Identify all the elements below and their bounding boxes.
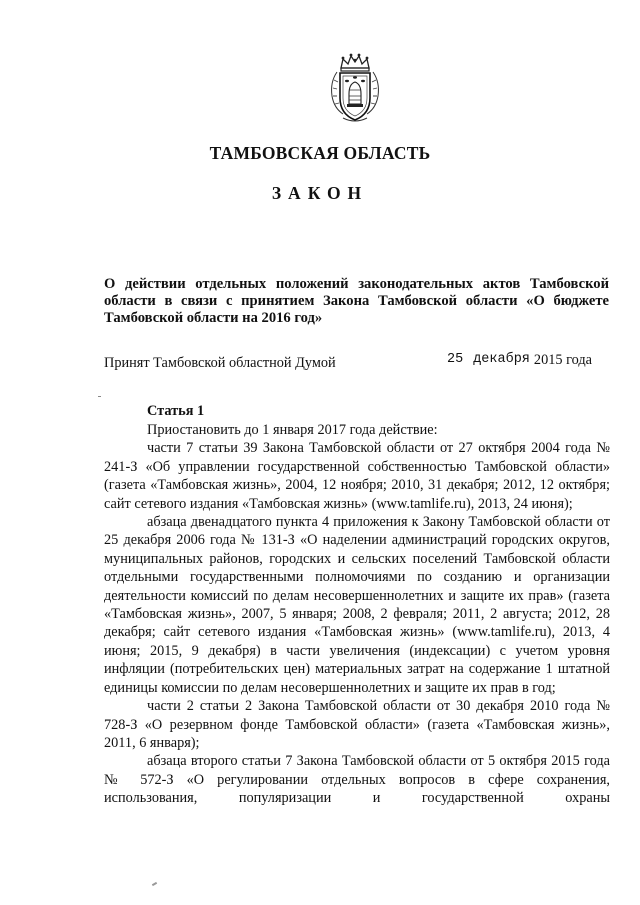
adoption-month: декабря [473,352,530,367]
scan-speck [98,396,101,397]
adoption-year: 2015 года [533,352,592,368]
article-paragraph: абзаца второго статьи 7 Закона Тамбовской области от 5 октября 2015 года № 572-З «О регулировании отдельных вопросов в сфере сохранения, использования, популяризации и государственной охраны [104,753,610,807]
document-type: ЗАКОН [271,183,369,203]
article-paragraph: части 2 статьи 2 Закона Тамбовской области от 30 декабря 2010 года № 728-З «О резервном фонде Тамбовской области» (газета «Тамбовская жизнь», 2011, 6 января); [104,698,610,751]
tambov-coat-of-arms-icon [327,52,383,126]
article-paragraph: абзаца двенадцатого пункта 4 приложения к Закону Тамбовской области от 25 декабря 2006 года № 131-З «О наделении администраций городских округов, муниципальных районов, городских и сельских поселений Тамбовской области отдельными государственными полномочиями по созданию и организации деятельности комиссий по делам несовершеннолетних и защите их прав» (газета «Тамбовская жизнь», 2007, 5 января; 2008, 2 февраля; 2011, 2 августа; 2012, 28 декабря; сайт сетевого издания «Тамбовская жизнь» (www.tamlife.ru), 2013, 4 июня; 2015, 9 декабря) в части увеличения (индексации) с учетом уровня инфляции (потребительских цен) материальных затрат на содержание 1 штатной единицы комиссии по делам несовершеннолетних и защите их прав в год; [104,514,610,696]
article-paragraph: части 7 статьи 39 Закона Тамбовской области от 27 октября 2004 года № 241-З «Об управлении государственной собственностью Тамбовской области» (газета «Тамбовская жизнь», 2004, 12 ноября; 2010, 31 декабря; 2012, 12 октября; сайт сетевого издания «Тамбовская жизнь» (www.tamlife.ru), 2013, 24 июня); [104,440,610,512]
article-heading: Статья 1 [147,403,205,419]
article-body [104,421,610,808]
article-paragraph: Приостановить до 1 января 2017 года действие: [147,422,438,438]
adopted-by: Принят Тамбовской областной Думой [104,355,336,371]
region-name: ТАМБОВСКАЯ ОБЛАСТЬ [209,143,431,163]
scan-speck [152,882,157,886]
law-title: О действии отдельных положений законодательных актов Тамбовской области в связи с принятием Закона Тамбовской области «О бюджете Тамбовской области на 2016 год» [104,276,609,326]
adoption-date [447,352,592,369]
adoption-day: 25 [447,352,464,367]
